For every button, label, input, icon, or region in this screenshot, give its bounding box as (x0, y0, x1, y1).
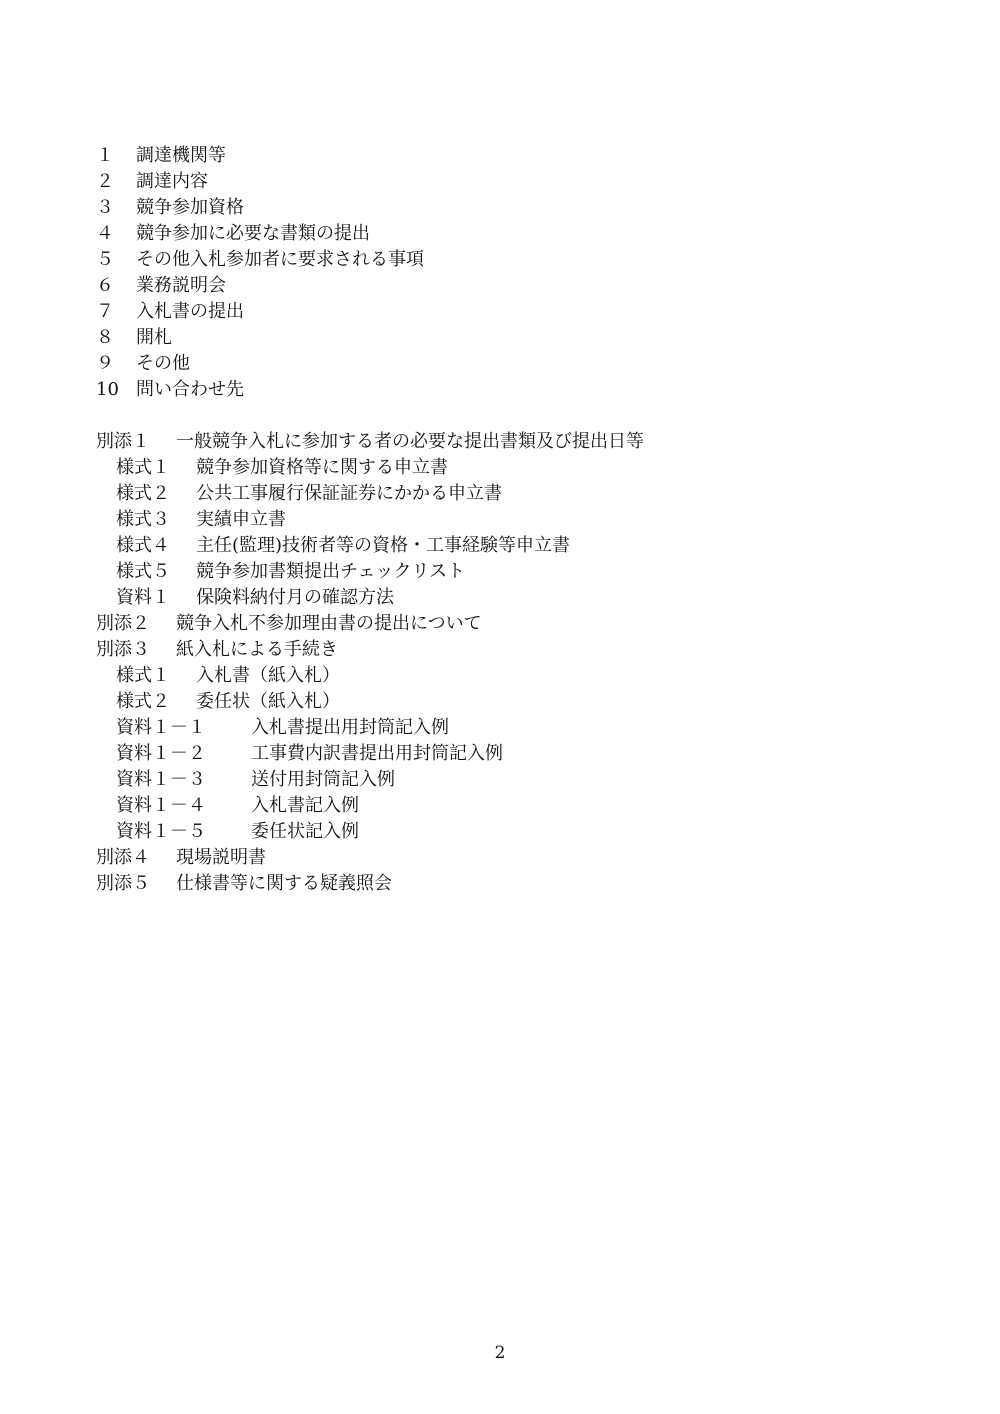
attachment-code: 資料１－３ (116, 769, 206, 790)
attachment-item (96, 637, 916, 663)
section-list (96, 143, 916, 403)
attachment-code: 様式３ (116, 509, 170, 530)
attachment-list (96, 429, 916, 897)
attachment-subitem (96, 663, 916, 689)
section-title: 入札書の提出 (136, 301, 244, 322)
section-item (96, 299, 916, 325)
page-number: 2 (494, 1343, 506, 1363)
section-title: 調達内容 (136, 171, 208, 192)
section-title: 問い合わせ先 (136, 379, 244, 400)
section-item (96, 377, 916, 403)
attachment-subitem (96, 455, 916, 481)
attachment-code: 別添４ (96, 847, 150, 868)
attachment-subitem (96, 533, 916, 559)
attachment-title: 競争参加書類提出チェックリスト (196, 561, 466, 582)
attachment-code: 別添５ (96, 873, 150, 894)
attachment-subitem (96, 767, 916, 793)
section-title: その他入札参加者に要求される事項 (136, 249, 424, 270)
section-title: 競争参加資格 (136, 197, 244, 218)
attachment-code: 様式２ (116, 483, 170, 504)
attachment-code: 別添３ (96, 639, 150, 660)
attachment-title: 現場説明書 (176, 847, 266, 868)
attachment-title: 送付用封筒記入例 (251, 769, 395, 790)
attachment-code: 様式４ (116, 535, 170, 556)
section-number: ２ (96, 171, 114, 192)
attachment-subitem (96, 819, 916, 845)
attachment-subitem (96, 559, 916, 585)
attachment-code: 資料１－１ (116, 717, 206, 738)
attachment-title: 入札書提出用封筒記入例 (251, 717, 449, 738)
attachment-code: 別添１ (96, 431, 150, 452)
attachment-subitem (96, 585, 916, 611)
attachment-title: 工事費内訳書提出用封筒記入例 (251, 743, 503, 764)
attachment-title: 委任状（紙入札） (196, 691, 340, 712)
section-item (96, 273, 916, 299)
section-item (96, 325, 916, 351)
attachment-title: 紙入札による手続き (176, 639, 338, 660)
attachment-title: 主任(監理)技術者等の資格・工事経験等申立書 (196, 535, 571, 556)
section-item (96, 195, 916, 221)
list-spacer (96, 403, 916, 429)
section-item (96, 169, 916, 195)
attachment-code: 様式５ (116, 561, 170, 582)
attachment-subitem (96, 793, 916, 819)
section-item (96, 221, 916, 247)
section-number: 10 (96, 379, 119, 400)
section-item (96, 247, 916, 273)
attachment-item (96, 845, 916, 871)
attachment-title: 実績申立書 (196, 509, 286, 530)
section-number: ３ (96, 197, 114, 218)
attachment-code: 様式２ (116, 691, 170, 712)
section-number: ４ (96, 223, 114, 244)
section-item (96, 143, 916, 169)
section-title: 業務説明会 (136, 275, 226, 296)
attachment-subitem (96, 741, 916, 767)
attachment-code: 資料１ (116, 587, 170, 608)
section-title: 調達機関等 (136, 145, 226, 166)
attachment-title: 一般競争入札に参加する者の必要な提出書類及び提出日等 (176, 431, 644, 452)
attachment-title: 競争参加資格等に関する申立書 (196, 457, 448, 478)
attachment-title: 入札書（紙入札） (196, 665, 340, 686)
attachment-title: 競争入札不参加理由書の提出について (176, 613, 482, 634)
attachment-subitem (96, 715, 916, 741)
attachment-title: 仕様書等に関する疑義照会 (176, 873, 392, 894)
attachment-title: 入札書記入例 (251, 795, 359, 816)
attachment-title: 保険料納付月の確認方法 (196, 587, 394, 608)
section-title: 開札 (136, 327, 172, 348)
section-number: ９ (96, 353, 114, 374)
section-number: １ (96, 145, 114, 166)
attachment-item (96, 611, 916, 637)
attachment-title: 公共工事履行保証証券にかかる申立書 (196, 483, 502, 504)
attachment-code: 資料１－５ (116, 821, 206, 842)
attachment-code: 様式１ (116, 665, 170, 686)
table-of-contents (96, 143, 916, 897)
section-number: ８ (96, 327, 114, 348)
attachment-item (96, 871, 916, 897)
section-title: その他 (136, 353, 190, 374)
attachment-code: 様式１ (116, 457, 170, 478)
attachment-subitem (96, 481, 916, 507)
section-number: ５ (96, 249, 114, 270)
section-item (96, 351, 916, 377)
section-number: ６ (96, 275, 114, 296)
attachment-subitem (96, 689, 916, 715)
attachment-code: 別添２ (96, 613, 150, 634)
attachment-code: 資料１－２ (116, 743, 206, 764)
attachment-code: 資料１－４ (116, 795, 206, 816)
section-title: 競争参加に必要な書類の提出 (136, 223, 370, 244)
attachment-title: 委任状記入例 (251, 821, 359, 842)
attachment-subitem (96, 507, 916, 533)
attachment-item (96, 429, 916, 455)
section-number: ７ (96, 301, 114, 322)
